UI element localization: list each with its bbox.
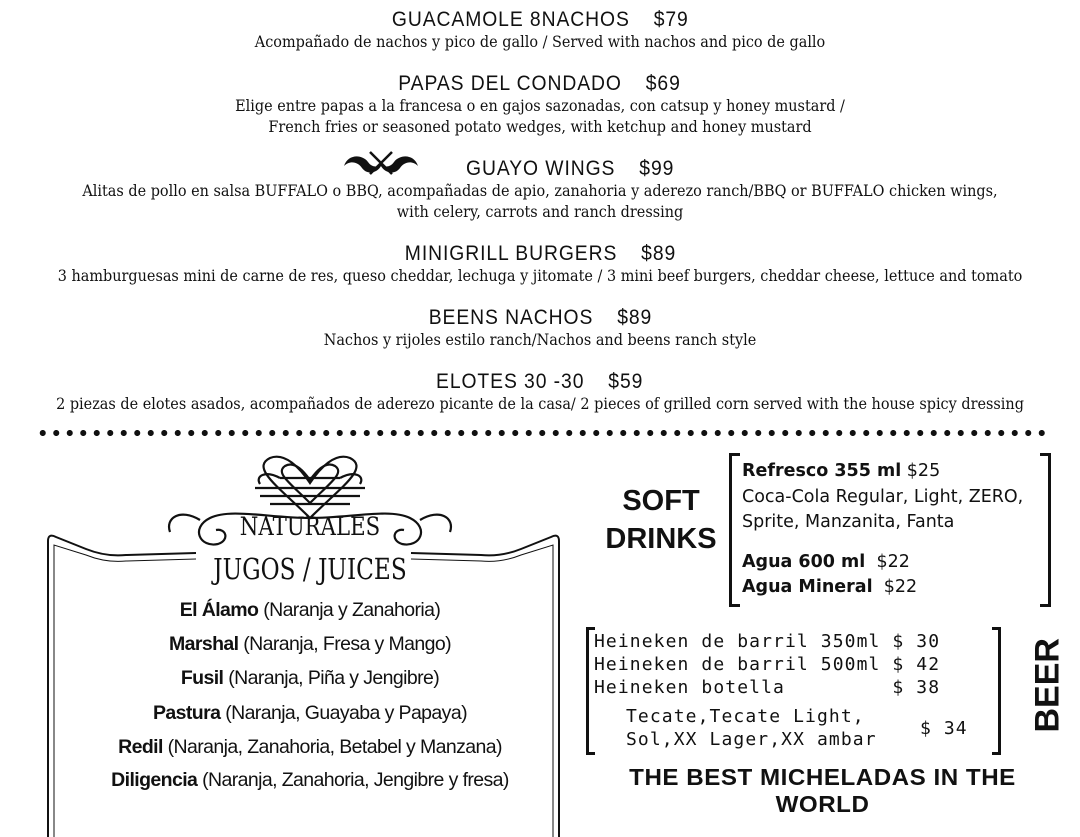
juice-name: Marshal (168, 633, 239, 655)
item-price: $59 (608, 370, 644, 393)
soft-drinks-title (596, 482, 726, 558)
juice-item (60, 769, 560, 792)
juice-name: Diligencia (111, 769, 198, 791)
item-title (392, 8, 689, 32)
beer-label: BEER (1028, 638, 1067, 733)
soft-title-line: SOFT (622, 485, 700, 517)
juice-ingredients: (Naranja, Fresa y Mango) (243, 633, 452, 655)
refresco-name: Refresco 355 ml (742, 461, 902, 481)
beer-row: Heineken de barril 500ml $ 42 (594, 654, 941, 675)
item-name: BEENS NACHOS (428, 306, 593, 329)
dotted-divider (36, 428, 1048, 438)
item-description: Elige entre papas a la francesa o en gajos sazonadas, con catsup y honey mustard / (235, 97, 845, 115)
item-title (428, 306, 651, 330)
refresco-options: Sprite, Manzanita, Fanta (742, 512, 955, 532)
agua-line (742, 552, 910, 572)
item-price: $79 (653, 8, 689, 31)
tecate-line: Sol,XX Lager,XX ambar (626, 729, 877, 750)
refresco-price: $25 (906, 461, 941, 481)
juice-name: Redil (118, 736, 163, 758)
mineral-line (742, 577, 917, 597)
juice-name: Fusil (180, 667, 224, 689)
soft-title-line: DRINKS (605, 523, 717, 555)
item-description: 2 piezas de elotes asados, acompañados de aderezo picante de la casa/ 2 pieces of grilled corn served with the house spicy dressing (56, 395, 1024, 413)
item-price: $99 (639, 157, 675, 180)
item-title (466, 157, 674, 181)
mineral-name: Agua Mineral (742, 577, 873, 597)
item-title (436, 370, 643, 394)
juices-title: JUGOS / JUICES (213, 552, 407, 586)
beer-row: Heineken botella $ 38 (594, 677, 941, 698)
item-description: Alitas de pollo en salsa BUFFALO o BBQ, acompañadas de apio, zanahoria y aderezo ranch/BBQ or BUFFALO chicken wings, (82, 182, 998, 200)
item-description: Nachos y rijoles estilo ranch/Nachos and beens ranch style (323, 331, 757, 349)
tecate-price: $ 34 (920, 718, 968, 739)
tecate-line: Tecate,Tecate Light, (626, 706, 865, 727)
item-description: with celery, carrots and ranch dressing (396, 203, 684, 221)
juice-ingredients: (Naranja, Piña y Jengibre) (228, 667, 440, 689)
juice-item (60, 736, 560, 759)
item-name: GUACAMOLE 8NACHOS (391, 8, 630, 31)
agua-price: $22 (876, 552, 910, 572)
item-name: PAPAS DEL CONDADO (398, 72, 623, 95)
juice-ingredients: (Naranja, Guayaba y Papaya) (225, 702, 467, 724)
juice-name: El Álamo (179, 599, 259, 621)
bracket-right (1040, 453, 1051, 607)
item-price: $89 (616, 306, 652, 329)
juice-item (60, 667, 560, 690)
item-name: ELOTES 30 -30 (436, 370, 585, 393)
agua-name: Agua 600 ml (742, 552, 866, 572)
bracket-left (729, 453, 740, 607)
item-name: MINIGRILL BURGERS (404, 242, 617, 265)
juice-ingredients: (Naranja, Zanahoria, Jengibre y fresa) (202, 769, 509, 791)
item-description: French fries or seasoned potato wedges, with ketchup and honey mustard (268, 118, 812, 136)
mineral-price: $22 (883, 577, 918, 597)
menu-item-elotes (0, 370, 1080, 415)
juice-item (60, 702, 560, 725)
juice-item (60, 599, 560, 622)
menu-item-nachos (0, 306, 1080, 351)
item-description: 3 hamburguesas mini de carne de res, queso cheddar, lechuga y jitomate / 3 mini beef burgers, cheddar cheese, lettuce and tomato (57, 267, 1023, 285)
beer-bracket-right (992, 627, 1001, 755)
item-description: Acompañado de nachos y pico de gallo / Served with nachos and pico de gallo (254, 33, 826, 51)
menu-item-burgers (0, 242, 1080, 287)
micheladas-slogan: THE BEST MICHELADAS IN THE WORLD (629, 764, 1016, 817)
item-title (399, 72, 681, 96)
beer-row: Heineken de barril 350ml $ 30 (594, 631, 941, 652)
refresco-options: Coca-Cola Regular, Light, ZERO, (742, 487, 1024, 507)
item-name: GUAYO WINGS (465, 157, 616, 180)
juice-item (60, 633, 560, 656)
item-price: $89 (640, 242, 676, 265)
refresco-line (742, 461, 940, 481)
item-price: $69 (646, 72, 682, 95)
juice-ingredients: (Naranja y Zanahoria) (263, 599, 441, 621)
menu-item-wings (0, 157, 1080, 223)
juice-name: Pastura (153, 702, 221, 724)
menu-item-papas (0, 72, 1080, 138)
juice-ingredients: (Naranja, Zanahoria, Betabel y Manzana) (167, 736, 502, 758)
menu-item-guacamole (0, 8, 1080, 53)
item-title (404, 242, 675, 266)
naturales-title: NATURALES (239, 512, 381, 541)
filigree-ornament-icon (160, 448, 460, 558)
